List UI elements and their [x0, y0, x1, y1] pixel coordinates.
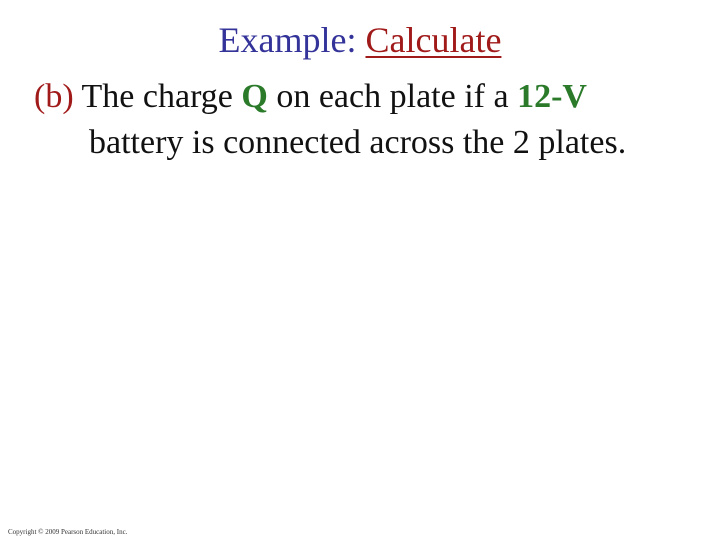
title-prefix: Example:	[218, 20, 366, 60]
statement-text-1a: The charge	[73, 78, 242, 115]
charge-symbol: Q	[241, 78, 268, 115]
title-emphasis: Calculate	[365, 20, 502, 60]
statement-text-1b: on each plate if a	[267, 78, 518, 115]
statement-line-2: battery is connected across the 2 plates.	[89, 124, 627, 161]
problem-statement	[34, 74, 704, 166]
voltage-value: 12-V	[517, 78, 587, 115]
statement-line-1	[34, 74, 704, 120]
slide-title	[0, 18, 720, 62]
part-label: (b)	[34, 78, 74, 115]
copyright-notice: Copyright © 2009 Pearson Education, Inc.	[8, 528, 128, 536]
